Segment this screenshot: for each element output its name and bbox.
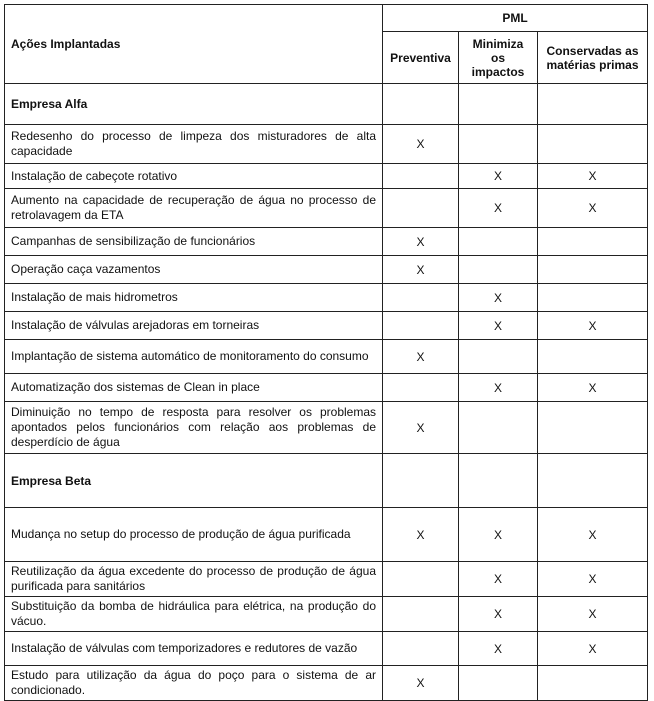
column-header-preventiva: Preventiva bbox=[383, 32, 459, 84]
mark-cell: X bbox=[538, 632, 648, 666]
mark-cell: X bbox=[459, 164, 538, 189]
mark-cell: X bbox=[459, 189, 538, 228]
mark-cell bbox=[538, 256, 648, 284]
mark-cell: X bbox=[538, 562, 648, 597]
mark-cell bbox=[459, 666, 538, 701]
mark-cell bbox=[538, 125, 648, 164]
section-title: Empresa Beta bbox=[5, 454, 383, 508]
table-row bbox=[5, 228, 648, 256]
mark-cell bbox=[383, 632, 459, 666]
empty-cell bbox=[538, 454, 648, 508]
action-cell: Diminuição no tempo de resposta para resolver os problemas apontados pelos funcionários com relação aos problemas de desperdício de água bbox=[5, 402, 383, 454]
action-cell: Substituição da bomba de hidráulica para elétrica, na produção do vácuo. bbox=[5, 597, 383, 632]
table-row bbox=[5, 125, 648, 164]
table-body bbox=[5, 84, 648, 701]
action-cell: Automatização dos sistemas de Clean in place bbox=[5, 374, 383, 402]
mark-cell: X bbox=[459, 312, 538, 340]
action-cell: Instalação de válvulas com temporizadores e redutores de vazão bbox=[5, 632, 383, 666]
mark-cell bbox=[538, 228, 648, 256]
action-cell: Redesenho do processo de limpeza dos misturadores de alta capacidade bbox=[5, 125, 383, 164]
mark-cell: X bbox=[538, 508, 648, 562]
mark-cell: X bbox=[538, 312, 648, 340]
table-row bbox=[5, 189, 648, 228]
mark-cell bbox=[383, 189, 459, 228]
table-row bbox=[5, 312, 648, 340]
mark-cell bbox=[459, 125, 538, 164]
mark-cell bbox=[383, 284, 459, 312]
section-title: Empresa Alfa bbox=[5, 84, 383, 125]
table-row bbox=[5, 340, 648, 374]
mark-cell bbox=[538, 284, 648, 312]
mark-cell bbox=[383, 312, 459, 340]
mark-cell bbox=[459, 402, 538, 454]
table-row bbox=[5, 256, 648, 284]
mark-cell: X bbox=[459, 284, 538, 312]
empty-cell bbox=[459, 84, 538, 125]
empty-cell bbox=[383, 454, 459, 508]
pml-group-header: PML bbox=[383, 5, 648, 32]
mark-cell bbox=[459, 228, 538, 256]
mark-cell bbox=[538, 402, 648, 454]
mark-cell: X bbox=[459, 632, 538, 666]
mark-cell: X bbox=[459, 562, 538, 597]
action-cell: Implantação de sistema automático de monitoramento do consumo bbox=[5, 340, 383, 374]
table-row bbox=[5, 402, 648, 454]
mark-cell: X bbox=[383, 256, 459, 284]
action-cell: Operação caça vazamentos bbox=[5, 256, 383, 284]
mark-cell: X bbox=[383, 340, 459, 374]
empty-cell bbox=[383, 84, 459, 125]
mark-cell bbox=[383, 597, 459, 632]
mark-cell bbox=[459, 340, 538, 374]
action-cell: Reutilização da água excedente do processo de produção de água purificada para sanitários bbox=[5, 562, 383, 597]
mark-cell: X bbox=[538, 597, 648, 632]
action-cell: Aumento na capacidade de recuperação de água no processo de retrolavagem da ETA bbox=[5, 189, 383, 228]
action-cell: Campanhas de sensibilização de funcionários bbox=[5, 228, 383, 256]
table-row bbox=[5, 597, 648, 632]
mark-cell: X bbox=[459, 597, 538, 632]
empty-cell bbox=[459, 454, 538, 508]
mark-cell bbox=[383, 562, 459, 597]
mark-cell bbox=[538, 340, 648, 374]
column-header-conservadas: Conservadas as matérias primas bbox=[538, 32, 648, 84]
mark-cell: X bbox=[538, 189, 648, 228]
table-row bbox=[5, 164, 648, 189]
mark-cell bbox=[538, 666, 648, 701]
mark-cell bbox=[383, 374, 459, 402]
mark-cell: X bbox=[459, 374, 538, 402]
mark-cell: X bbox=[459, 508, 538, 562]
section-row bbox=[5, 84, 648, 125]
mark-cell: X bbox=[383, 402, 459, 454]
action-cell: Mudança no setup do processo de produção de água purificada bbox=[5, 508, 383, 562]
mark-cell: X bbox=[383, 508, 459, 562]
pml-actions-table bbox=[4, 4, 648, 701]
mark-cell bbox=[459, 256, 538, 284]
mark-cell: X bbox=[383, 125, 459, 164]
action-cell: Instalação de cabeçote rotativo bbox=[5, 164, 383, 189]
table-row bbox=[5, 374, 648, 402]
empty-cell bbox=[538, 84, 648, 125]
mark-cell: X bbox=[383, 666, 459, 701]
table-row bbox=[5, 562, 648, 597]
mark-cell bbox=[383, 164, 459, 189]
mark-cell: X bbox=[538, 374, 648, 402]
action-cell: Instalação de válvulas arejadoras em torneiras bbox=[5, 312, 383, 340]
action-cell: Instalação de mais hidrometros bbox=[5, 284, 383, 312]
column-header-minimiza: Minimiza os impactos bbox=[459, 32, 538, 84]
section-row bbox=[5, 454, 648, 508]
mark-cell: X bbox=[538, 164, 648, 189]
table-row bbox=[5, 284, 648, 312]
action-cell: Estudo para utilização da água do poço para o sistema de ar condicionado. bbox=[5, 666, 383, 701]
mark-cell: X bbox=[383, 228, 459, 256]
actions-column-header: Ações Implantadas bbox=[5, 5, 383, 84]
table-row bbox=[5, 666, 648, 701]
table-row bbox=[5, 632, 648, 666]
table-row bbox=[5, 508, 648, 562]
